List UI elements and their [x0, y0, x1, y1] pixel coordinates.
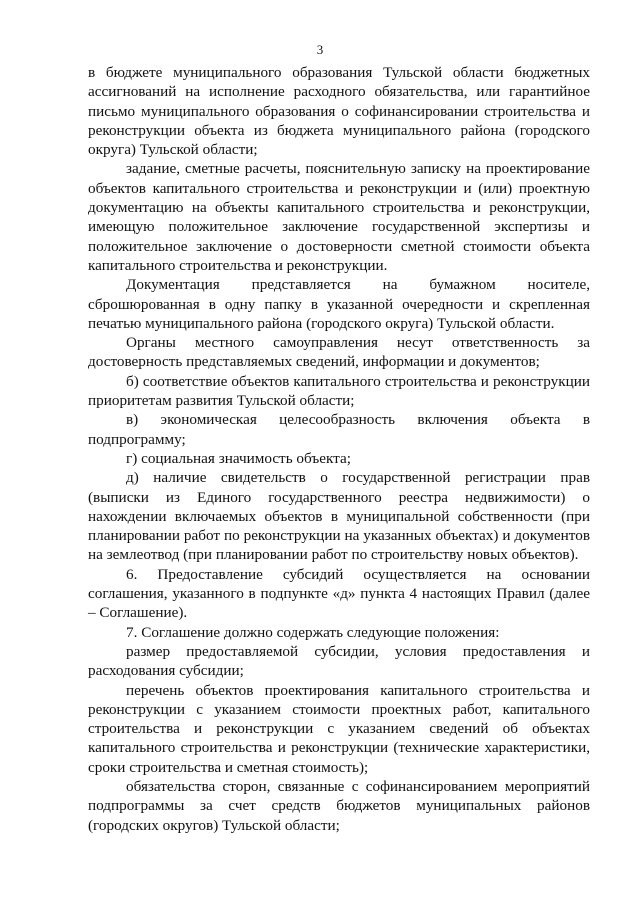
paragraph: 6. Предоставление субсидий осуществляется на основании соглашения, указанного в подпункте «д» пункта 4 настоящих Правил (далее – Соглашение). — [88, 565, 590, 622]
body-text — [88, 63, 590, 835]
paragraph: размер предоставляемой субсидии, условия предоставления и расходования субсидии; — [88, 642, 590, 680]
paragraph: перечень объектов проектирования капитального строительства и реконструкции с указанием стоимости проектных работ, капитального строительства и реконструкции с указанием сведений об объектах капитального строительства и реконструкции (технические характеристики, сроки строительства и сметная стоимость); — [88, 681, 590, 776]
paragraph: обязательства сторон, связанные с софинансированием мероприятий подпрограммы за счет средств бюджетов муниципальных районов (городских округов) Тульской области; — [88, 777, 590, 834]
paragraph: в бюджете муниципального образования Тульской области бюджетных ассигнований на исполнение расходного обязательства, или гарантийное письмо муниципального образования о софинансировании строительства и реконструкции объекта из бюджета муниципального района (городского округа) Тульской области; — [88, 64, 590, 159]
paragraph: д) наличие свидетельств о государственной регистрации прав (выписки из Единого государственного реестра недвижимости) о нахождении включаемых объектов в муниципальной собственности (при планировании работ по реконструкции на указанных объектах) и документов на землеотвод (при планировании работ по строительству новых объектов). — [88, 469, 590, 564]
paragraph: 7. Соглашение должно содержать следующие положения: — [126, 623, 500, 641]
paragraph: б) соответствие объектов капитального строительства и реконструкции приоритетам развития Тульской области; — [88, 372, 590, 410]
paragraph: Органы местного самоуправления несут ответственность за достоверность представляемых сведений, информации и документов; — [88, 334, 590, 371]
paragraph: в) экономическая целесообразность включения объекта в подпрограмму; — [88, 411, 590, 448]
paragraph: г) социальная значимость объекта; — [126, 449, 351, 467]
paragraph: задание, сметные расчеты, пояснительную записку на проектирование объектов капитального строительства и реконструкции и (или) проектную документацию на объекты капитального строительства и реконструкции, имеющую положительное заключение государственной экспертизы и положительное заключение о достоверности сметной стоимости объекта капитального строительства и реконструкции. — [88, 160, 590, 274]
paragraph: Документация представляется на бумажном носителе, сброшюрованная в одну папку в указанной очередности и скрепленная печатью муниципального района (городского округа) Тульской области. — [88, 276, 590, 332]
page-number: 3 — [316, 42, 324, 57]
